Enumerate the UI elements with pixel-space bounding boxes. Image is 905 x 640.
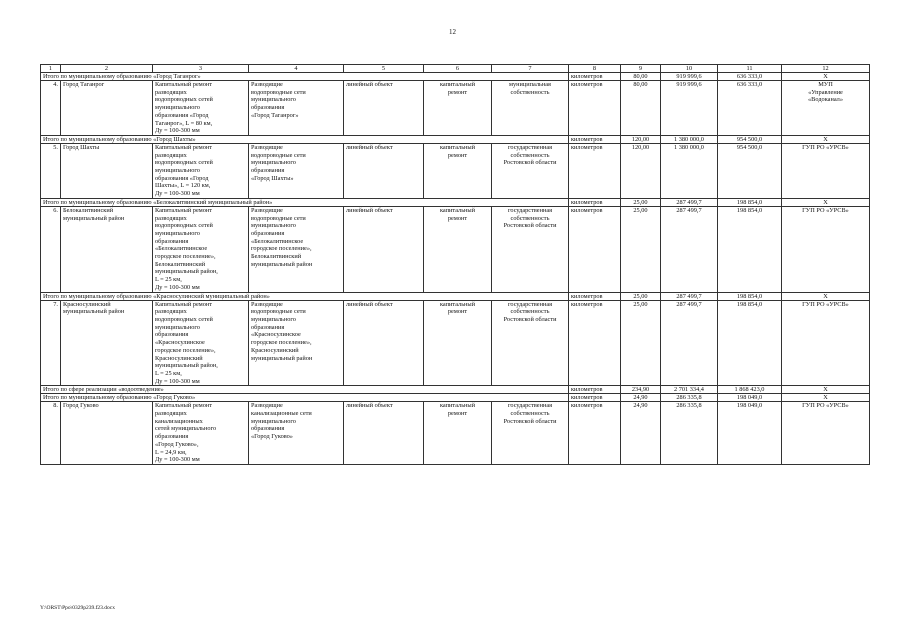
operator-cell — [782, 81, 870, 136]
row-number: 7. — [41, 300, 61, 386]
work-description-cell-line: Ду = 100-300 мм — [155, 456, 200, 464]
object-description-cell-line: Красносулинский — [251, 346, 299, 354]
object-description-cell-line: городское поселение», — [251, 339, 312, 347]
unit-cell: километров — [569, 206, 621, 292]
work-description-cell-line: L = 24,9 км, — [155, 448, 187, 456]
municipality-cell: Город Шахты — [61, 143, 153, 198]
length-cell: 234,90 — [621, 386, 661, 394]
work-description-cell-line: разводящих — [155, 410, 187, 418]
registry-table — [40, 64, 870, 465]
work-type-cell — [424, 300, 492, 386]
work-description-cell — [153, 206, 249, 292]
object-description-cell-line: Разводящие — [251, 81, 283, 88]
work-description-cell-line: Капитальный ремонт — [155, 402, 213, 410]
work-description-cell-line: разводящих — [155, 151, 187, 159]
length-cell: 80,00 — [621, 73, 661, 81]
operator-cell: Х — [782, 386, 870, 394]
amount-cell: 198 049,0 — [718, 394, 782, 402]
page-number: 12 — [449, 28, 456, 36]
column-numbers-row — [41, 65, 870, 73]
column-number: 1 — [41, 65, 61, 73]
subtotal-row — [41, 198, 870, 206]
operator-cell: Х — [782, 135, 870, 143]
work-description-cell-line: «Город Гуково», — [155, 440, 199, 448]
operator-cell — [782, 300, 870, 386]
work-description-cell-line: Капитальный ремонт — [155, 81, 213, 88]
work-description-cell-line: образования — [155, 331, 189, 339]
table-row — [41, 81, 870, 136]
amount-cell: 1 868 423,0 — [718, 386, 782, 394]
operator-cell: Х — [782, 394, 870, 402]
municipality-cell: Красносулинский муниципальный район — [61, 300, 153, 386]
amount-cell: 636 333,0 — [718, 73, 782, 81]
ownership-cell-line: собственность — [510, 88, 550, 96]
operator-cell — [782, 143, 870, 198]
work-description-cell-line: Ду = 100-300 мм — [155, 127, 200, 135]
operator-cell-line: ГУП РО «УРСВ» — [802, 206, 849, 214]
work-description-cell-line: муниципальный район, — [155, 268, 218, 276]
operator-cell-line: «Водоканал» — [808, 96, 843, 104]
column-number: 7 — [492, 65, 569, 73]
operator-cell: Х — [782, 292, 870, 300]
cost-cell: 287 499,7 — [661, 292, 718, 300]
column-number: 12 — [782, 65, 870, 73]
operator-cell: Х — [782, 73, 870, 81]
object-description-cell — [249, 81, 344, 136]
object-description-cell-line: Разводящие — [251, 300, 283, 308]
ownership-cell-line: Ростовской области — [503, 417, 557, 425]
amount-cell: 954 500,0 — [718, 135, 782, 143]
column-number: 2 — [61, 65, 153, 73]
municipality-cell: Белокалитвинский муниципальный район — [61, 206, 153, 292]
work-description-cell-line: разводящих — [155, 88, 187, 96]
work-description-cell-line: Таганрог», L = 80 км, — [155, 119, 213, 127]
work-description-cell-line: муниципального — [155, 167, 200, 175]
object-description-cell-line: Разводящие — [251, 206, 283, 214]
amount-cell: 198 854,0 — [718, 300, 782, 386]
work-description-cell-line: разводящих — [155, 308, 187, 316]
object-description-cell — [249, 402, 344, 465]
ownership-cell — [492, 81, 569, 136]
subtotal-label: Итого по муниципальному образованию «Город Шахты» — [41, 135, 569, 143]
length-cell: 120,00 — [621, 135, 661, 143]
ownership-cell-line: собственность — [510, 214, 550, 222]
work-description-cell-line: Красносулинский — [155, 354, 203, 362]
amount-cell: 198 854,0 — [718, 206, 782, 292]
work-type-cell-line: капитальный — [439, 206, 476, 214]
work-description-cell-line: муниципального — [155, 104, 200, 112]
unit-cell: километров — [569, 394, 621, 402]
object-description-cell-line: образования — [251, 104, 285, 112]
subtotal-row — [41, 73, 870, 81]
work-description-cell-line: разводящих — [155, 214, 187, 222]
work-description-cell-line: L = 25 км, — [155, 276, 182, 284]
amount-cell: 198 854,0 — [718, 292, 782, 300]
work-description-cell-line: «Красносулинское — [155, 339, 205, 347]
work-description-cell-line: водопроводных сетей — [155, 315, 213, 323]
object-type-cell: линейный объект — [344, 206, 424, 292]
work-type-cell-line: капитальный — [439, 402, 476, 410]
work-description-cell-line: городское поселение», — [155, 346, 216, 354]
object-description-cell-line: водопроводные сети — [251, 308, 306, 316]
ownership-cell-line: государственная — [507, 402, 553, 410]
object-description-cell-line: муниципальный район — [251, 354, 313, 362]
object-description-cell-line: городское поселение», — [251, 245, 312, 253]
object-description-cell-line: водопроводные сети — [251, 214, 306, 222]
object-description-cell — [249, 206, 344, 292]
object-description-cell-line: «Город Гуково» — [251, 433, 293, 441]
work-description-cell — [153, 81, 249, 136]
object-description-cell-line: «Город Шахты» — [251, 174, 294, 182]
object-description-cell-line: образования — [251, 323, 285, 331]
table-row — [41, 300, 870, 386]
object-description-cell-line: Белокалитвинский — [251, 253, 302, 261]
amount-cell: 198 049,0 — [718, 402, 782, 465]
amount-cell: 954 500,0 — [718, 143, 782, 198]
work-description-cell-line: муниципального — [155, 229, 200, 237]
work-description-cell-line: Ду = 100-300 мм — [155, 283, 200, 291]
row-number: 4. — [41, 81, 61, 136]
subtotal-row — [41, 135, 870, 143]
work-type-cell — [424, 402, 492, 465]
subtotal-label: Итого по муниципальному образованию «Город Таганрог» — [41, 73, 569, 81]
column-number: 4 — [249, 65, 344, 73]
row-number: 5. — [41, 143, 61, 198]
length-cell: 120,00 — [621, 143, 661, 198]
work-type-cell-line: капитальный — [439, 300, 476, 308]
ownership-cell — [492, 206, 569, 292]
cost-cell: 286 335,8 — [661, 402, 718, 465]
column-number: 6 — [424, 65, 492, 73]
ownership-cell-line: государственная — [507, 300, 553, 308]
subtotal-row — [41, 292, 870, 300]
ownership-cell — [492, 143, 569, 198]
operator-cell — [782, 206, 870, 292]
operator-cell-line: МУП — [818, 81, 833, 88]
operator-cell-line: «Управление — [808, 88, 843, 96]
column-number: 8 — [569, 65, 621, 73]
amount-cell: 636 333,0 — [718, 81, 782, 136]
unit-cell: километров — [569, 300, 621, 386]
object-description-cell-line: муниципального — [251, 96, 296, 104]
object-description-cell-line: образования — [251, 425, 285, 433]
work-description-cell-line: Капитальный ремонт — [155, 300, 213, 308]
work-description-cell-line: канализационных — [155, 417, 203, 425]
municipality-cell: Город Таганрог — [61, 81, 153, 136]
object-description-cell-line: канализационные сети — [251, 410, 312, 418]
work-description-cell-line: L = 25 км, — [155, 369, 182, 377]
work-type-cell-line: ремонт — [447, 308, 468, 316]
ownership-cell-line: государственная — [507, 206, 553, 214]
object-description-cell-line: муниципальный район — [251, 260, 313, 268]
length-cell: 25,00 — [621, 198, 661, 206]
subtotal-label: Итого по муниципальному образованию «Красносулинский муниципальный район» — [41, 292, 569, 300]
column-number: 9 — [621, 65, 661, 73]
work-description-cell-line: Капитальный ремонт — [155, 143, 213, 151]
work-type-cell-line: капитальный — [439, 143, 476, 151]
ownership-cell-line: государственная — [507, 143, 553, 151]
object-description-cell-line: муниципального — [251, 315, 296, 323]
subtotal-label: Итого по муниципальному образованию «Белокалитвинский муниципальный район» — [41, 198, 569, 206]
unit-cell: километров — [569, 198, 621, 206]
work-description-cell-line: образования «Город — [155, 111, 209, 119]
length-cell: 25,00 — [621, 292, 661, 300]
ownership-cell-line: собственность — [510, 410, 550, 418]
work-description-cell-line: Шахты», L = 120 км, — [155, 182, 211, 190]
work-description-cell-line: «Белокалитвинское — [155, 245, 208, 253]
row-number: 8. — [41, 402, 61, 465]
unit-cell: километров — [569, 143, 621, 198]
amount-cell: 198 854,0 — [718, 198, 782, 206]
work-description-cell-line: образования — [155, 237, 189, 245]
operator-cell: Х — [782, 198, 870, 206]
work-description-cell-line: сетей муниципального — [155, 425, 217, 433]
unit-cell: километров — [569, 386, 621, 394]
cost-cell: 287 499,7 — [661, 198, 718, 206]
work-description-cell-line: Белокалитвинский — [155, 260, 206, 268]
work-type-cell-line: ремонт — [447, 214, 468, 222]
object-type-cell: линейный объект — [344, 402, 424, 465]
cost-cell: 287 499,7 — [661, 300, 718, 386]
cost-cell: 1 380 000,0 — [661, 135, 718, 143]
column-number: 5 — [344, 65, 424, 73]
unit-cell: километров — [569, 73, 621, 81]
municipality-cell: Город Гуково — [61, 402, 153, 465]
work-description-cell — [153, 143, 249, 198]
object-description-cell-line: образования — [251, 229, 285, 237]
work-description-cell-line: водопроводных сетей — [155, 159, 213, 167]
work-description-cell-line: Капитальный ремонт — [155, 206, 213, 214]
object-type-cell: линейный объект — [344, 300, 424, 386]
work-description-cell-line: водопроводных сетей — [155, 96, 213, 104]
work-description-cell-line: муниципальный район, — [155, 362, 218, 370]
ownership-cell-line: муниципальная — [509, 81, 551, 88]
object-description-cell-line: Разводящие — [251, 402, 283, 410]
row-number: 6. — [41, 206, 61, 292]
column-number: 10 — [661, 65, 718, 73]
object-description-cell — [249, 143, 344, 198]
object-type-cell: линейный объект — [344, 81, 424, 136]
object-description-cell-line: муниципального — [251, 417, 296, 425]
subtotal-row — [41, 386, 870, 394]
column-number: 11 — [718, 65, 782, 73]
object-description-cell-line: муниципального — [251, 222, 296, 230]
length-cell: 24,90 — [621, 394, 661, 402]
unit-cell: километров — [569, 135, 621, 143]
work-description-cell-line: городское поселение», — [155, 253, 216, 261]
object-type-cell: линейный объект — [344, 143, 424, 198]
object-description-cell-line: муниципального — [251, 159, 296, 167]
subtotal-label: Итого по сфере реализации «водоотведение» — [41, 386, 569, 394]
ownership-cell-line: собственность — [510, 151, 550, 159]
table-row — [41, 143, 870, 198]
ownership-cell — [492, 300, 569, 386]
work-type-cell-line: ремонт — [447, 151, 468, 159]
file-path-footer: Y:\ORST\Ppo\0329p239.f23.docx — [40, 605, 115, 611]
table-row — [41, 402, 870, 465]
work-description-cell-line: водопроводных сетей — [155, 222, 213, 230]
ownership-cell-line: собственность — [510, 308, 550, 316]
ownership-cell-line: Ростовской области — [503, 222, 557, 230]
operator-cell — [782, 402, 870, 465]
cost-cell: 2 701 334,4 — [661, 386, 718, 394]
column-number: 3 — [153, 65, 249, 73]
work-type-cell-line: ремонт — [447, 410, 468, 418]
cost-cell: 287 499,7 — [661, 206, 718, 292]
ownership-cell-line: Ростовской области — [503, 159, 557, 167]
subtotal-row — [41, 394, 870, 402]
work-description-cell-line: образования «Город — [155, 174, 209, 182]
work-type-cell — [424, 206, 492, 292]
operator-cell-line: ГУП РО «УРСВ» — [802, 300, 849, 308]
length-cell: 80,00 — [621, 81, 661, 136]
cost-cell: 919 999,6 — [661, 73, 718, 81]
subtotal-label: Итого по муниципальному образованию «Город Гуково» — [41, 394, 569, 402]
unit-cell: километров — [569, 402, 621, 465]
object-description-cell-line: водопроводные сети — [251, 88, 306, 96]
length-cell: 25,00 — [621, 206, 661, 292]
unit-cell: километров — [569, 292, 621, 300]
work-type-cell-line: ремонт — [447, 88, 468, 96]
object-description-cell — [249, 300, 344, 386]
object-description-cell-line: образования — [251, 167, 285, 175]
operator-cell-line: ГУП РО «УРСВ» — [802, 402, 849, 410]
ownership-cell — [492, 402, 569, 465]
cost-cell: 919 999,6 — [661, 81, 718, 136]
object-description-cell-line: «Красносулинское — [251, 331, 301, 339]
length-cell: 25,00 — [621, 300, 661, 386]
ownership-cell-line: Ростовской области — [503, 315, 557, 323]
table-row — [41, 206, 870, 292]
unit-cell: километров — [569, 81, 621, 136]
work-description-cell-line: Ду = 100-300 мм — [155, 190, 200, 198]
work-description-cell-line: Ду = 100-300 мм — [155, 377, 200, 385]
work-description-cell-line: муниципального — [155, 323, 200, 331]
work-type-cell — [424, 81, 492, 136]
cost-cell: 286 335,8 — [661, 394, 718, 402]
length-cell: 24,90 — [621, 402, 661, 465]
object-description-cell-line: Разводящие — [251, 143, 283, 151]
object-description-cell-line: водопроводные сети — [251, 151, 306, 159]
object-description-cell-line: «Белокалитвинское — [251, 237, 304, 245]
work-description-cell — [153, 300, 249, 386]
object-description-cell-line: «Город Таганрог» — [251, 111, 299, 119]
work-description-cell-line: образования — [155, 433, 189, 441]
operator-cell-line: ГУП РО «УРСВ» — [802, 143, 849, 151]
cost-cell: 1 380 000,0 — [661, 143, 718, 198]
work-type-cell-line: капитальный — [439, 81, 476, 88]
work-description-cell — [153, 402, 249, 465]
work-type-cell — [424, 143, 492, 198]
